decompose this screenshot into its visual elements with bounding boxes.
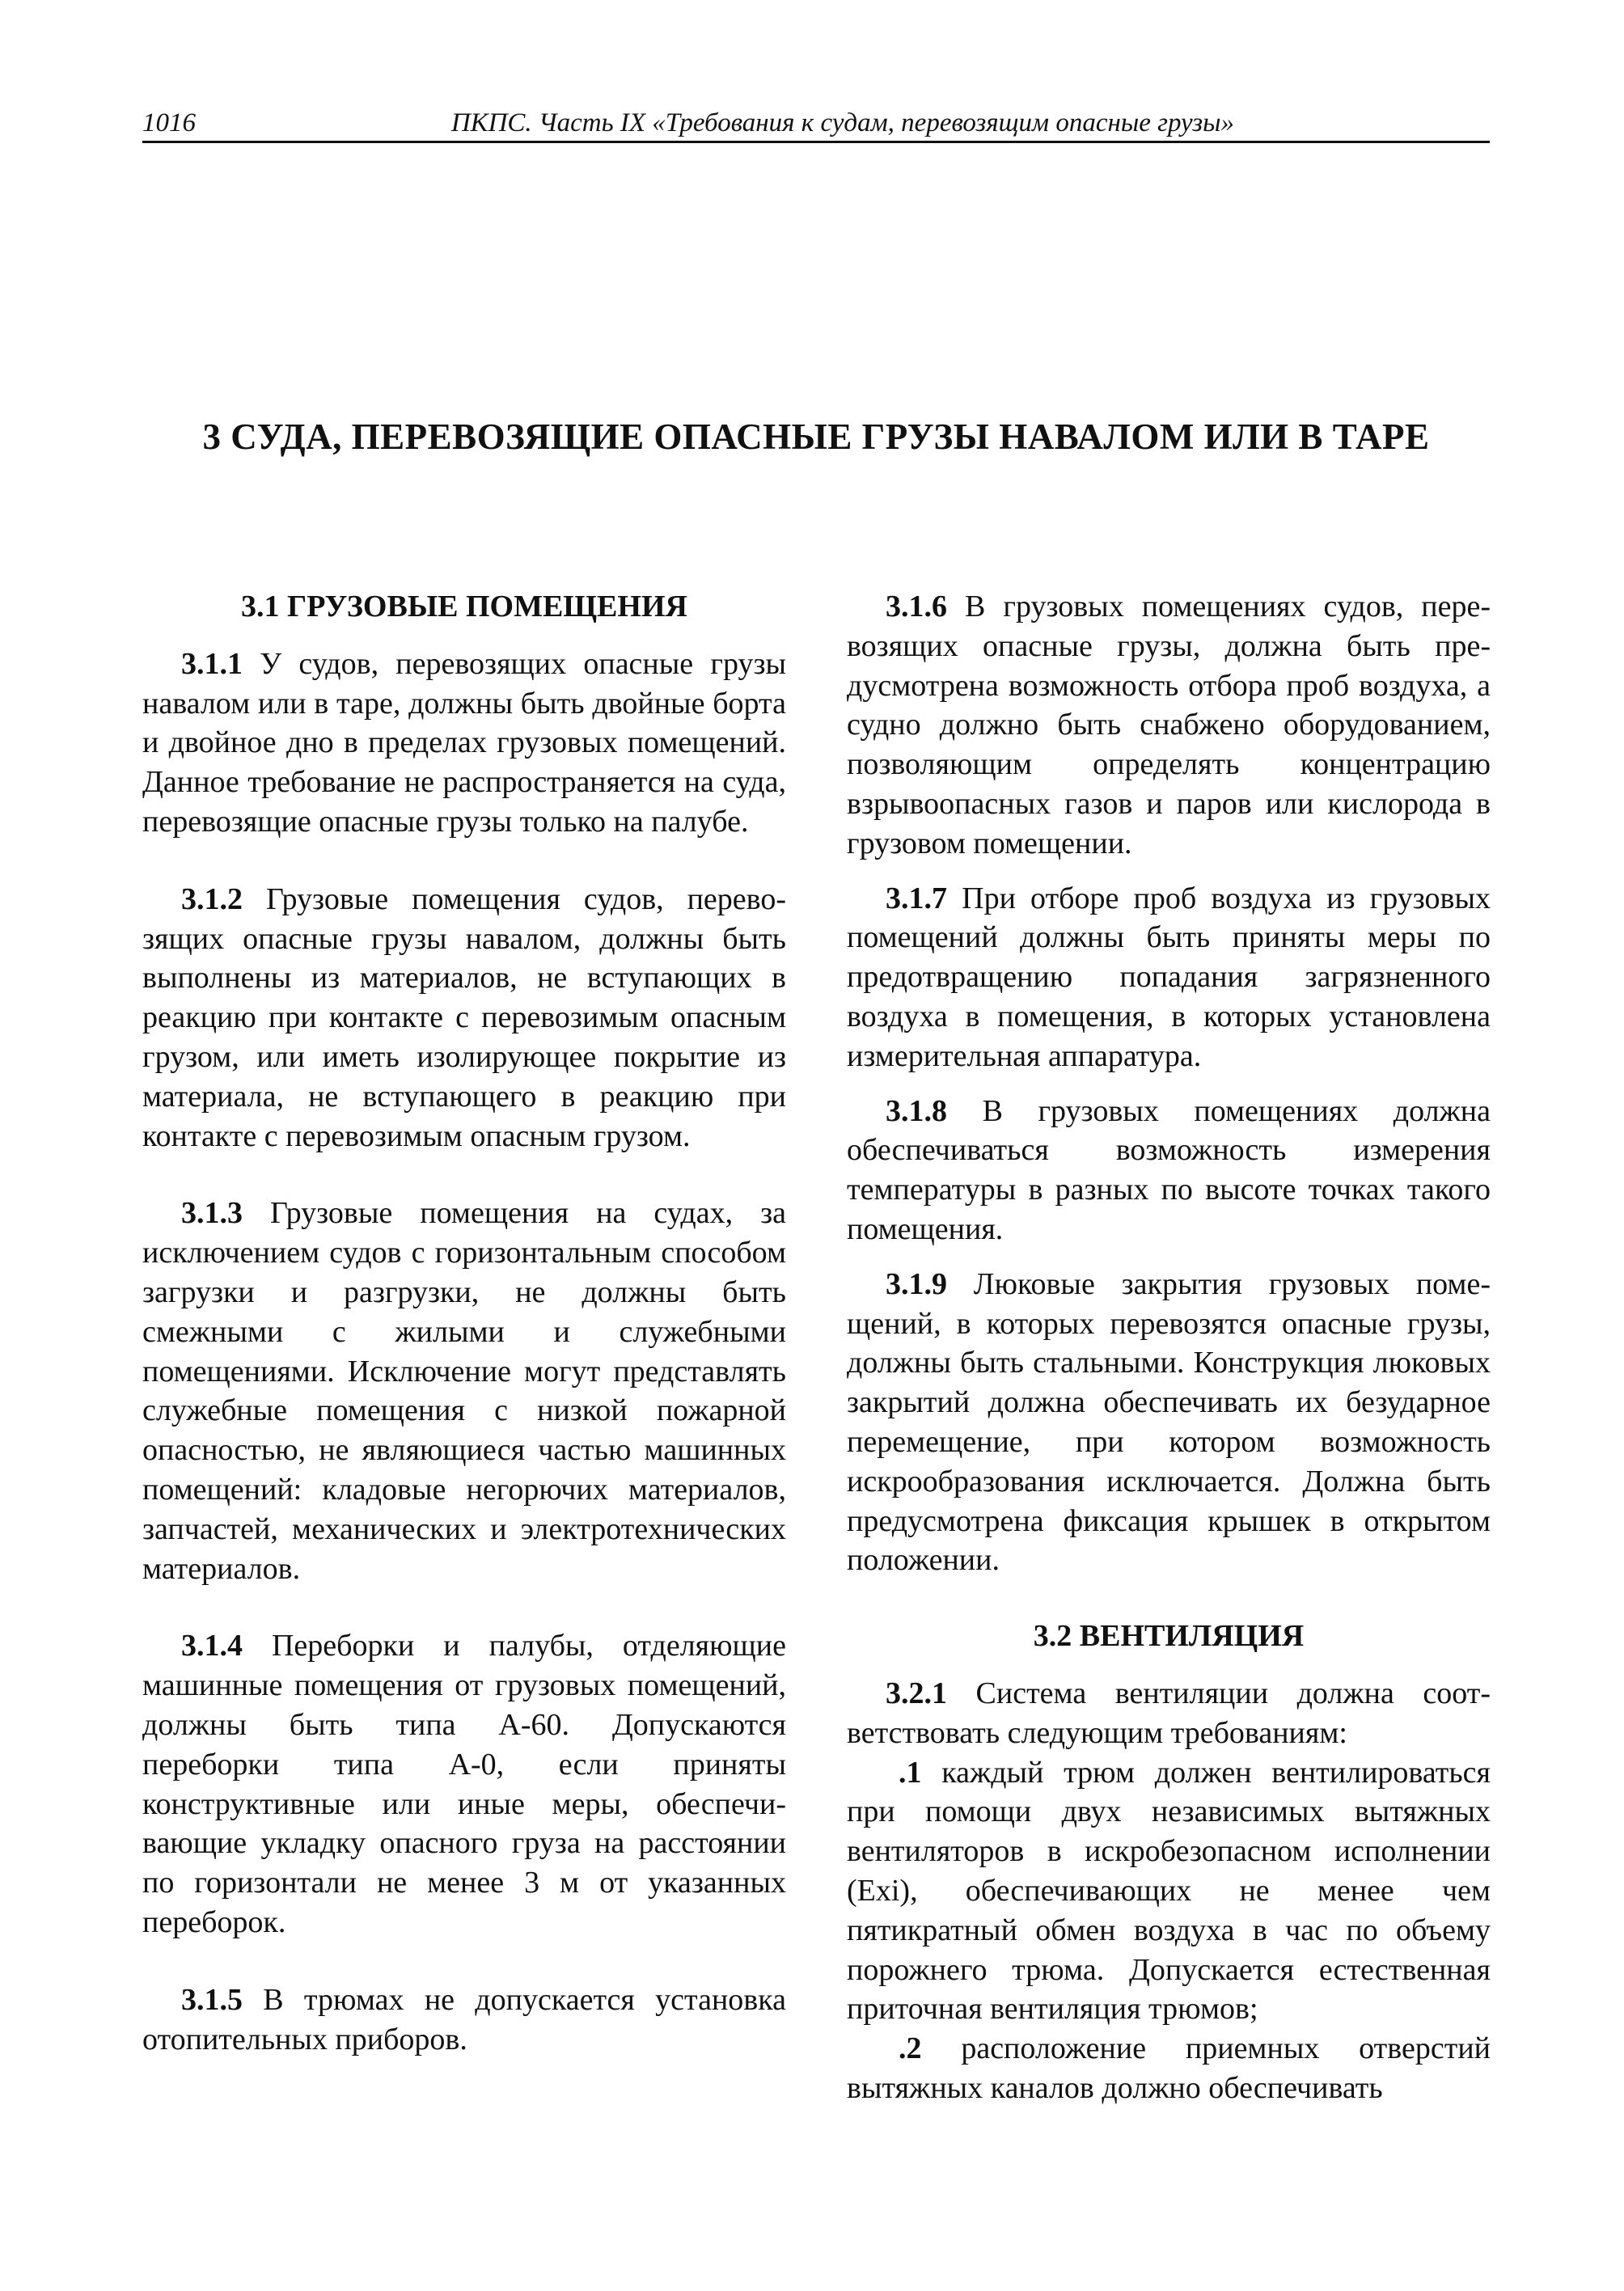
paragraph-number: 3.1.6: [886, 590, 947, 623]
paragraph-number: 3.2.1: [886, 1676, 947, 1710]
paragraph-number: 3.1.8: [886, 1093, 947, 1128]
list-item-1: [847, 1753, 1491, 2030]
list-item-number: .2: [899, 2031, 922, 2066]
paragraph-text: Переборки и палубы, отделяющие машинные помещения от грузовых помещений, должны быть типа А-60. Допускаются переборки типа А-0, если приняты конструктивные или иные меры, обеспечивающие укладку опасного груза на расстоянии по горизонтали не менее 3 м от указанных переборок.: [142, 1629, 787, 1939]
paragraph-number: 3.1.2: [181, 881, 243, 916]
left-column: [142, 587, 786, 2059]
list-item-text: расположение приемных отверстий вытяжных каналов должно обеспечивать: [847, 2031, 1491, 2105]
paragraph-text: При отборе проб воздуха из грузовых помещений должны быть приняты меры по предотвращению попадания загрязненного воздуха в помещения, в которых установлена измерительная аппаратура.: [847, 881, 1491, 1073]
paragraph-3-1-3: [142, 1194, 786, 1588]
paragraph-3-1-9: [847, 1265, 1491, 1580]
paragraph-number: 3.1.9: [886, 1266, 947, 1301]
paragraph-number: 3.1.3: [181, 1196, 243, 1231]
list-item-number: .1: [899, 1755, 922, 1790]
paragraph-number: 3.1.4: [181, 1629, 243, 1663]
paragraph-3-1-8: [847, 1092, 1491, 1249]
paragraph-number: 3.1.7: [886, 881, 947, 915]
page-header: [142, 100, 1490, 143]
right-column: [847, 587, 1491, 2108]
paragraph-text: Грузовые помещения судов, перевозящих опасные грузы навалом, должны быть выполнены из материалов, не вступающих в реакцию при контакте с перевозимым опасным грузом, или иметь изолирующее покрытие из материала, не вступающего в реакцию при контакте с перевозимым опасным грузом.: [142, 881, 786, 1153]
list-item-2: [847, 2029, 1491, 2108]
paragraph-text: У судов, перевозящих опасные грузы навалом или в таре, должны быть двойные борта и двойное дно в пределах грузовых помещений. Данное требование не распространяется на суда, перевозящие опасные грузы только на палубе.: [142, 646, 786, 839]
section-title-3-2: 3.2 ВЕНТИЛЯЦИЯ: [1033, 1619, 1305, 1654]
page-number: 1016: [142, 108, 196, 137]
paragraph-number: 3.1.5: [181, 1982, 243, 2017]
running-title: ПКПС. Часть IX «Требования к судам, перевозящим опасные грузы»: [450, 108, 1234, 137]
paragraph-3-1-2: [142, 880, 786, 1156]
paragraph-number: 3.1.1: [181, 646, 243, 681]
paragraph-3-1-7: [847, 879, 1491, 1076]
paragraph-3-1-5: [142, 1980, 786, 2060]
paragraph-3-1-4: [142, 1626, 786, 1942]
section-title-3-1: 3.1 ГРУЗОВЫЕ ПОМЕЩЕНИЯ: [241, 590, 687, 623]
paragraph-3-1-6: [847, 587, 1491, 864]
chapter-title: 3 СУДА, ПЕРЕВОЗЯЩИЕ ОПАСНЫЕ ГРУЗЫ НАВАЛОМ ИЛИ В ТАРЕ: [202, 416, 1430, 457]
paragraph-text: Люковые закрытия грузовых помещений, в которых перевозятся опасные грузы, должны быть стальными. Конструкция люковых закрытий должна обеспечивать их безударное перемещение, при котором возможность искрообразования исключается. Должна быть предусмотрена фиксация крышек в открытом положении.: [847, 1266, 1491, 1578]
paragraph-text: В трюмах не допускается установка отопительных приборов.: [142, 1982, 786, 2056]
paragraph-text: Система вентиляции должна соответствовать следующим требованиям:: [847, 1676, 1491, 1750]
paragraph-text: В грузовых помещениях должна обеспечиваться возможность измерения температуры в разных по высоте точках такого помещения.: [847, 1093, 1491, 1246]
paragraph-3-1-1: [142, 645, 786, 842]
paragraph-text: В грузовых помещениях судов, перевозящих опасные грузы, должна быть предусмотрена возможность отбора проб воздуха, а судно должно быть снабжено оборудованием, позволяющим определять концентрацию взрывоопасных газов и паров или кислорода в грузовом помещении.: [847, 590, 1491, 860]
paragraph-3-2-1: [847, 1674, 1491, 1753]
paragraph-text: Грузовые помещения на судах, за исключением судов с горизонтальным способом загрузки и разгрузки, не должны быть смежными с жилыми и служебными помещениями. Исключение могут представлять служебные помещения с низкой пожарной опасностью, не являющиеся частью машинных помещений: кладовые негорючих материалов, запчастей, механических и электротехнических материалов.: [142, 1196, 786, 1586]
list-item-text: каждый трюм должен вентилироваться при помощи двух независимых вытяжных вентиляторов в искробезопасном исполнении (Exi), обеспечивающих не менее чем пятикратный обмен воздуха в час по объему порожнего трюма. Допускается естественная приточная вентиляция трюмов;: [847, 1755, 1491, 2027]
